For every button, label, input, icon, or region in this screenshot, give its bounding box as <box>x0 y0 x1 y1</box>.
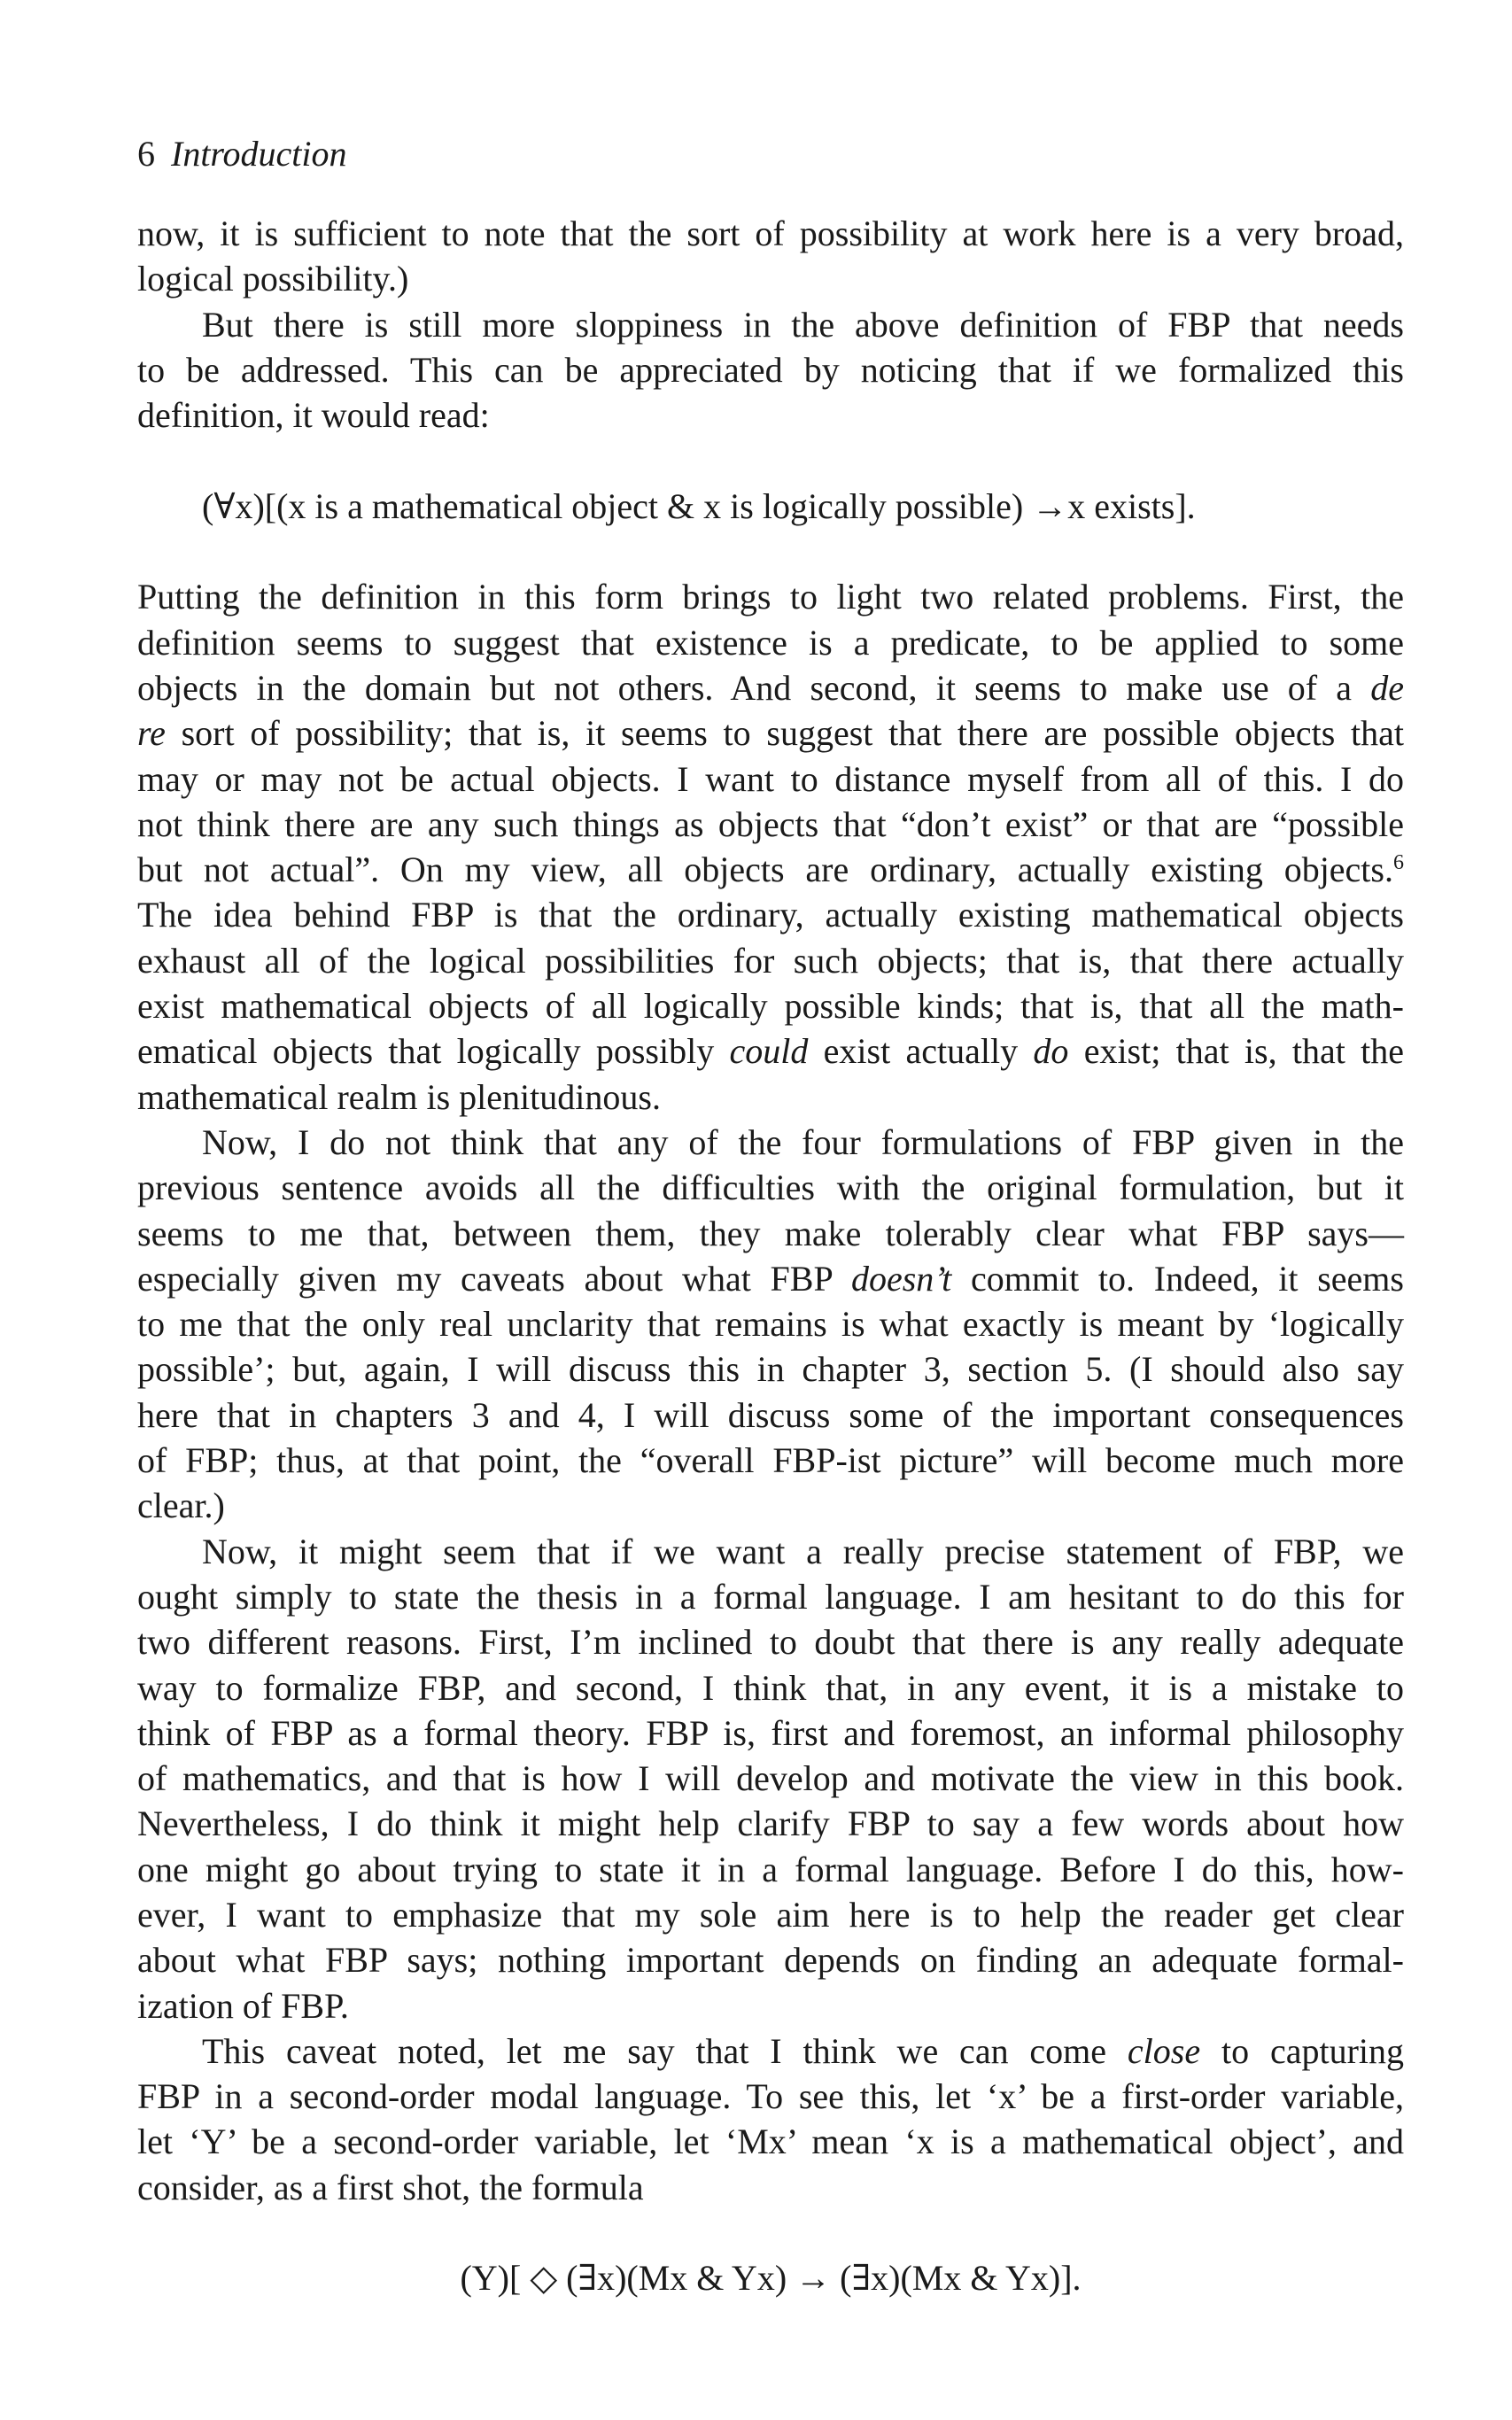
running-title: Introduction <box>171 134 347 174</box>
text-line: Nevertheless, I do think it might help clarify FBP to say a few words about how <box>137 1803 1404 1844</box>
text-line: re sort of possibility; that is, it seems to suggest that there are possible objects that <box>137 713 1404 754</box>
text-line: objects in the domain but not others. And second, it seems to make use of a de <box>137 667 1404 708</box>
text-line: about what FBP says; nothing important depends on finding an adequate formal- <box>137 1940 1404 1981</box>
text-line: Now, I do not think that any of the four formulations of FBP given in the <box>202 1121 1404 1162</box>
text-line: consider, as a first shot, the formula <box>137 2167 644 2207</box>
text-line: previous sentence avoids all the difficulties with the original formulation, but it <box>137 1167 1404 1208</box>
spacer <box>137 529 1404 574</box>
text-line: two different reasons. First, I’m inclined to doubt that there is any really adequate <box>137 1622 1404 1663</box>
text-line: seems to me that, between them, they make tolerably clear what FBP says— <box>137 1213 1404 1253</box>
text-line: to me that the only real unclarity that remains is what exactly is meant by ‘logically <box>137 1304 1404 1345</box>
formula-display: (Y)[ ◇ (∃x)(Mx & Yx) → (∃x)(Mx & Yx)]. <box>460 2258 1082 2299</box>
text-line: definition, it would read: <box>137 395 490 436</box>
spacer <box>137 438 1404 483</box>
text-line: one might go about trying to state it in a formal language. Before I do this, how- <box>137 1849 1404 1889</box>
text-line: not think there are any such things as objects that “don’t exist” or that are “possible <box>137 803 1404 844</box>
text-line: here that in chapters 3 and 4, I will discuss some of the important consequences <box>137 1394 1404 1435</box>
text-line: ever, I want to emphasize that my sole aim here is to help the reader get clear <box>137 1894 1404 1935</box>
text-line: mathematical realm is plenitudinous. <box>137 1076 661 1117</box>
text-line: FBP in a second-order modal language. To see this, let ‘x’ be a first-order variable, <box>137 2076 1404 2117</box>
running-head <box>137 133 347 175</box>
text-line: Now, it might seem that if we want a really precise statement of FBP, we <box>202 1531 1404 1571</box>
text-line: but not actual”. On my view, all objects are ordinary, actually existing objects.$^6$ <box>137 849 1404 890</box>
text-line: Putting the definition in this form brings to light two related problems. First, the <box>137 577 1404 617</box>
text-line: exhaust all of the logical possibilities for such objects; that is, that there actually <box>137 940 1404 981</box>
text-line: ematical objects that logically possibly could exist actually do exist; that is, that the <box>137 1031 1405 1072</box>
text-line: clear.) <box>137 1485 225 1526</box>
text-line: of FBP; thus, at that point, the “overall FBP-ist picture” will become much more <box>137 1440 1404 1481</box>
text-line: think of FBP as a formal theory. FBP is, first and foremost, an informal philosophy <box>137 1712 1404 1753</box>
text-line: now, it is sufficient to note that the sort of possibility at work here is a very broad, <box>137 213 1404 253</box>
text-line: let ‘Y’ be a second-order variable, let ‘Mx’ mean ‘x is a mathematical object’, and <box>137 2121 1404 2162</box>
text-line: logical possibility.) <box>137 259 409 299</box>
spacer <box>137 2210 1404 2255</box>
text-line: way to formalize FBP, and second, I think that, in any event, it is a mistake to <box>137 1667 1404 1708</box>
text-line: exist mathematical objects of all logically possible kinds; that is, that all the math- <box>137 986 1404 1027</box>
text-line: This caveat noted, let me say that I think we can come close to capturing <box>202 2030 1405 2071</box>
text-line: of mathematics, and that is how I will develop and motivate the view in this book. <box>137 1758 1404 1799</box>
text-line: to be addressed. This can be appreciated by noticing that if we formalized this <box>137 349 1404 390</box>
text-line: But there is still more sloppiness in the above definition of FBP that needs <box>202 304 1404 345</box>
text-line: ization of FBP. <box>137 1985 349 2026</box>
text-line: The idea behind FBP is that the ordinary, actually existing mathematical objects <box>137 895 1404 935</box>
formula-display: (∀x)[(x is a mathematical object & x is logically possible) →x exists]. <box>202 485 1196 526</box>
page-number: 6 <box>137 134 155 174</box>
text-line: ought simply to state the thesis in a formal language. I am hesitant to do this for <box>137 1576 1404 1617</box>
footnote-marker[interactable]: 6 <box>1393 851 1404 875</box>
text-line: may or may not be actual objects. I want to distance myself from all of this. I do <box>137 758 1404 799</box>
text-line: especially given my caveats about what FBP doesn’t commit to. Indeed, it seems <box>137 1258 1404 1299</box>
text-line: possible’; but, again, I will discuss this in chapter 3, section 5. (I should also say <box>137 1349 1404 1390</box>
body-text <box>137 211 1404 2301</box>
text-line: definition seems to suggest that existence is a predicate, to be applied to some <box>137 622 1404 663</box>
